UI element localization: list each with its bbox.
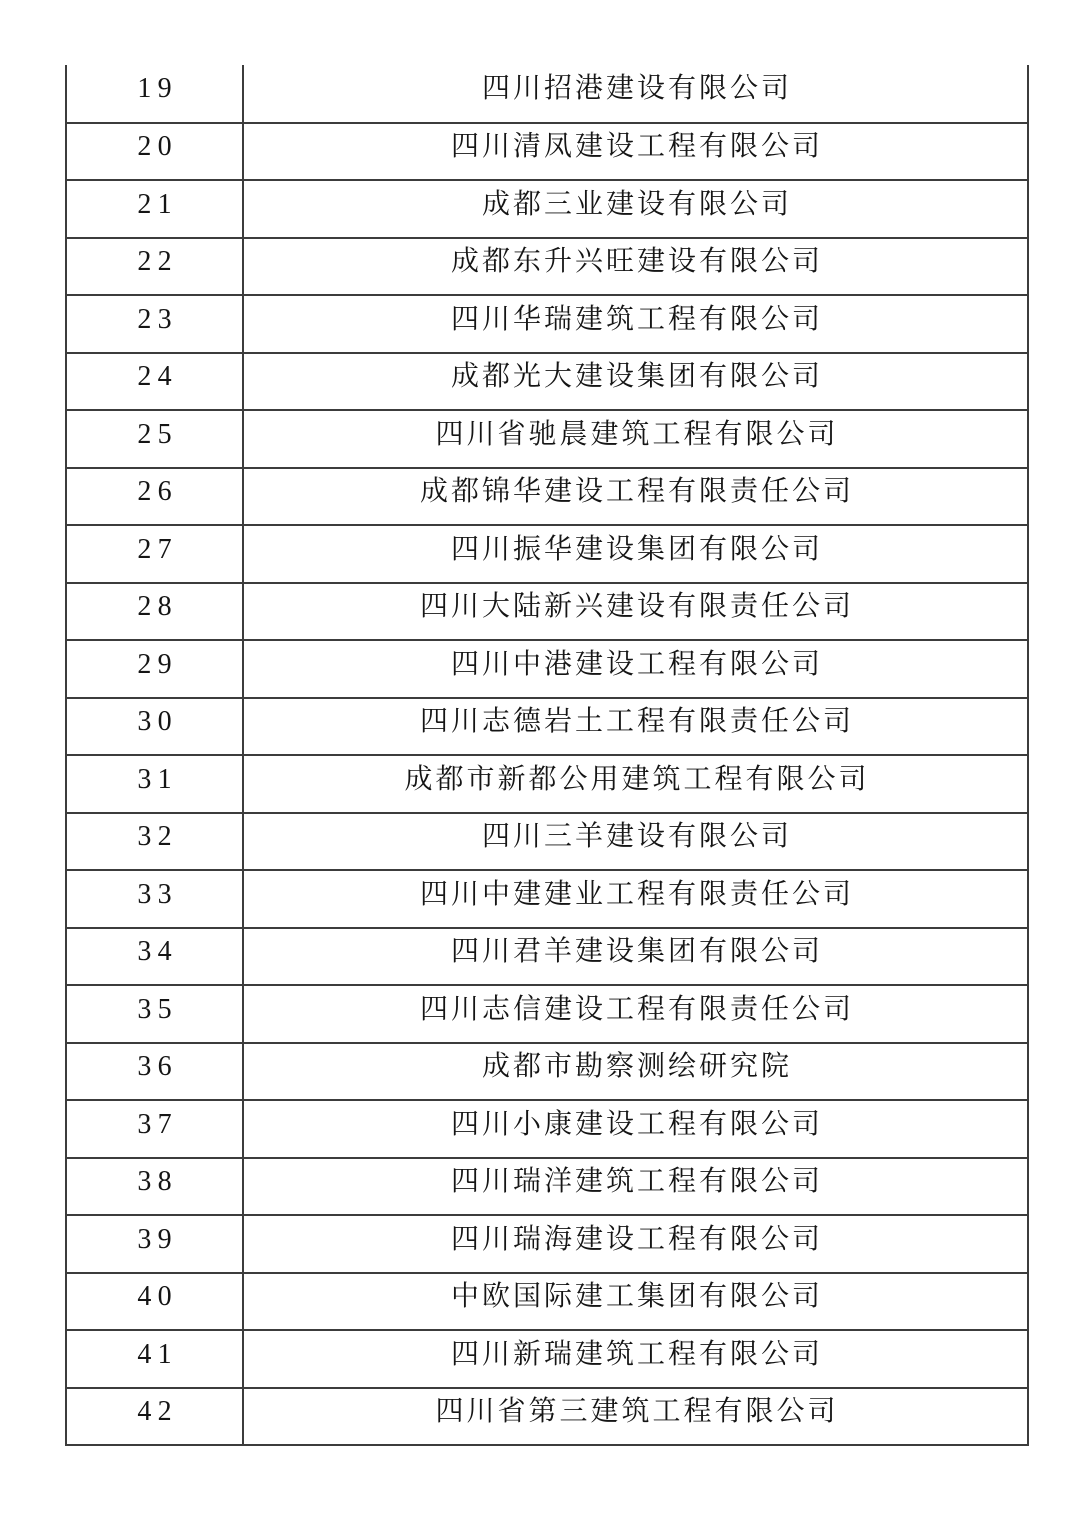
row-number-cell: 22	[66, 238, 243, 296]
company-name-cell: 四川志德岩土工程有限责任公司	[243, 698, 1028, 756]
company-name-cell: 四川省驰晨建筑工程有限公司	[243, 410, 1028, 468]
company-name-cell: 中欧国际建工集团有限公司	[243, 1273, 1028, 1331]
table-row	[66, 123, 1028, 181]
row-number-cell: 42	[66, 1388, 243, 1446]
table-row	[66, 813, 1028, 871]
company-name-cell: 四川省第三建筑工程有限公司	[243, 1388, 1028, 1446]
row-number-cell: 28	[66, 583, 243, 641]
row-number-cell: 41	[66, 1330, 243, 1388]
company-name-cell: 成都锦华建设工程有限责任公司	[243, 468, 1028, 526]
row-number-cell: 34	[66, 928, 243, 986]
company-name-cell: 四川振华建设集团有限公司	[243, 525, 1028, 583]
table-row	[66, 410, 1028, 468]
row-number-cell: 30	[66, 698, 243, 756]
table-row	[66, 1043, 1028, 1101]
table-row	[66, 755, 1028, 813]
table-row	[66, 870, 1028, 928]
company-name-cell: 四川招港建设有限公司	[243, 65, 1028, 123]
company-table-body	[66, 65, 1028, 1445]
company-name-cell: 四川华瑞建筑工程有限公司	[243, 295, 1028, 353]
company-name-cell: 四川大陆新兴建设有限责任公司	[243, 583, 1028, 641]
company-name-cell: 四川志信建设工程有限责任公司	[243, 985, 1028, 1043]
row-number-cell: 26	[66, 468, 243, 526]
table-row	[66, 1388, 1028, 1446]
row-number-cell: 19	[66, 65, 243, 123]
company-name-cell: 四川中港建设工程有限公司	[243, 640, 1028, 698]
row-number-cell: 20	[66, 123, 243, 181]
table-row	[66, 65, 1028, 123]
table-row	[66, 295, 1028, 353]
row-number-cell: 31	[66, 755, 243, 813]
row-number-cell: 29	[66, 640, 243, 698]
company-name-cell: 四川三羊建设有限公司	[243, 813, 1028, 871]
company-name-cell: 四川瑞海建设工程有限公司	[243, 1215, 1028, 1273]
table-row	[66, 640, 1028, 698]
table-row	[66, 353, 1028, 411]
company-name-cell: 成都三业建设有限公司	[243, 180, 1028, 238]
row-number-cell: 38	[66, 1158, 243, 1216]
row-number-cell: 35	[66, 985, 243, 1043]
row-number-cell: 40	[66, 1273, 243, 1331]
company-name-cell: 成都光大建设集团有限公司	[243, 353, 1028, 411]
company-name-cell: 成都东升兴旺建设有限公司	[243, 238, 1028, 296]
company-name-cell: 四川中建建业工程有限责任公司	[243, 870, 1028, 928]
table-row	[66, 1100, 1028, 1158]
table-row	[66, 1215, 1028, 1273]
row-number-cell: 36	[66, 1043, 243, 1101]
row-number-cell: 32	[66, 813, 243, 871]
table-row	[66, 583, 1028, 641]
row-number-cell: 24	[66, 353, 243, 411]
company-name-cell: 四川君羊建设集团有限公司	[243, 928, 1028, 986]
row-number-cell: 37	[66, 1100, 243, 1158]
row-number-cell: 39	[66, 1215, 243, 1273]
company-name-cell: 四川小康建设工程有限公司	[243, 1100, 1028, 1158]
company-name-cell: 四川瑞洋建筑工程有限公司	[243, 1158, 1028, 1216]
company-name-cell: 四川新瑞建筑工程有限公司	[243, 1330, 1028, 1388]
row-number-cell: 23	[66, 295, 243, 353]
table-row	[66, 525, 1028, 583]
row-number-cell: 21	[66, 180, 243, 238]
table-row	[66, 238, 1028, 296]
table-row	[66, 928, 1028, 986]
row-number-cell: 33	[66, 870, 243, 928]
table-row	[66, 468, 1028, 526]
table-row	[66, 1158, 1028, 1216]
company-table	[65, 65, 1029, 1446]
table-row	[66, 1330, 1028, 1388]
row-number-cell: 25	[66, 410, 243, 468]
company-name-cell: 四川清凤建设工程有限公司	[243, 123, 1028, 181]
row-number-cell: 27	[66, 525, 243, 583]
table-row	[66, 1273, 1028, 1331]
company-name-cell: 成都市新都公用建筑工程有限公司	[243, 755, 1028, 813]
table-row	[66, 180, 1028, 238]
table-row	[66, 698, 1028, 756]
table-row	[66, 985, 1028, 1043]
company-name-cell: 成都市勘察测绘研究院	[243, 1043, 1028, 1101]
